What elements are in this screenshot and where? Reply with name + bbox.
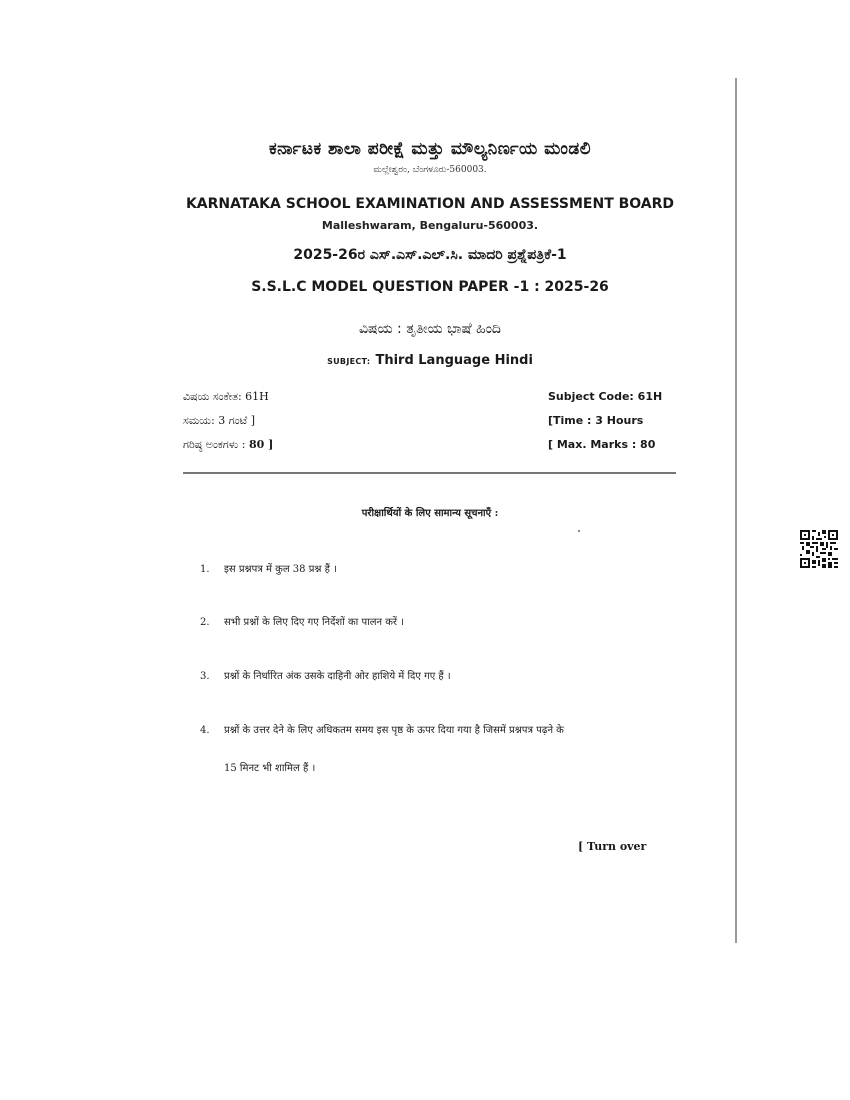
instruction-item [200, 668, 451, 682]
instruction-item [200, 561, 337, 575]
subject-code-english: Subject Code: 61H [548, 390, 663, 403]
instructions-heading: परीक्षार्थियों के लिए सामान्य सूचनाएँ : [361, 508, 499, 519]
instruction-item [200, 722, 564, 736]
instruction-item [200, 614, 404, 628]
max-marks-label-kannada: ಗರಿಷ್ಠ ಅಂಕಗಳು : [183, 438, 246, 451]
max-marks-value-kannada: 80 ] [248, 438, 274, 451]
paper-title-kannada: 2025-26ರ ಎಸ್.ಎಸ್.ಎಲ್.ಸಿ. ಮಾದರಿ ಪ್ರಶ್ನೆಪತ್ರಿಕೆ-1 [293, 247, 567, 263]
instruction-text: प्रश्नों के उत्तर देने के लिए अधिकतम समय इस पृष्ठ के ऊपर दिया गया है जिसमें प्रश्नपत्र पढ़ने के [224, 725, 564, 736]
time-kannada: ಸಮಯ: 3 ಗಂಟೆ ] [183, 414, 256, 427]
header-divider [183, 472, 676, 474]
instruction-text: सभी प्रश्नों के लिए दिए गए निर्देशों का पालन करें । [224, 617, 404, 628]
board-name-english: KARNATAKA SCHOOL EXAMINATION AND ASSESSMENT BOARD [185, 196, 675, 212]
meta-kannada [183, 385, 273, 457]
max-marks-kannada [183, 433, 273, 457]
scan-speck [578, 530, 580, 532]
board-address-kannada: ಮಲ್ಲೇಶ್ವರಂ, ಬೆಂಗಳೂರು-560003. [373, 165, 487, 175]
subject-label: SUBJECT: [327, 357, 371, 366]
subject-english [180, 349, 680, 368]
instruction-number: 4. [200, 725, 210, 736]
meta-english [548, 385, 662, 457]
instruction-number: 1. [200, 564, 210, 575]
time-english: [Time : 3 Hours [548, 414, 644, 427]
turn-over-note: [ Turn over [578, 840, 647, 853]
board-name-kannada: ಕರ್ನಾಟಕ ಶಾಲಾ ಪರೀಕ್ಷೆ ಮತ್ತು ಮೌಲ್ಯನಿರ್ಣಯ ಮಂಡಲಿ [268, 139, 592, 159]
instruction-text: प्रश्नों के निर्धारित अंक उसके दाहिनी ओर हाशिये में दिए गए हैं । [224, 671, 451, 682]
instruction-number: 3. [200, 671, 210, 682]
instruction-text: इस प्रश्नपत्र में कुल 38 प्रश्न हैं । [224, 564, 337, 575]
max-marks-english: [ Max. Marks : 80 [548, 438, 656, 451]
instruction-continuation: 15 मिनट भी शामिल हैं । [224, 763, 316, 774]
subject-value: Third Language Hindi [375, 353, 533, 368]
page-edge-line [735, 78, 737, 943]
subject-code-kannada: ವಿಷಯ ಸಂಕೇತ: 61H [183, 390, 269, 403]
board-address-english: Malleshwaram, Bengaluru-560003. [321, 219, 539, 232]
paper-title-english: S.S.L.C MODEL QUESTION PAPER -1 : 2025-26 [251, 279, 609, 295]
instruction-number: 2. [200, 617, 210, 628]
qr-code-icon [800, 530, 838, 568]
subject-kannada: ವಿಷಯ : ತೃತೀಯ ಭಾಷೆ ಹಿಂದಿ [359, 321, 501, 337]
